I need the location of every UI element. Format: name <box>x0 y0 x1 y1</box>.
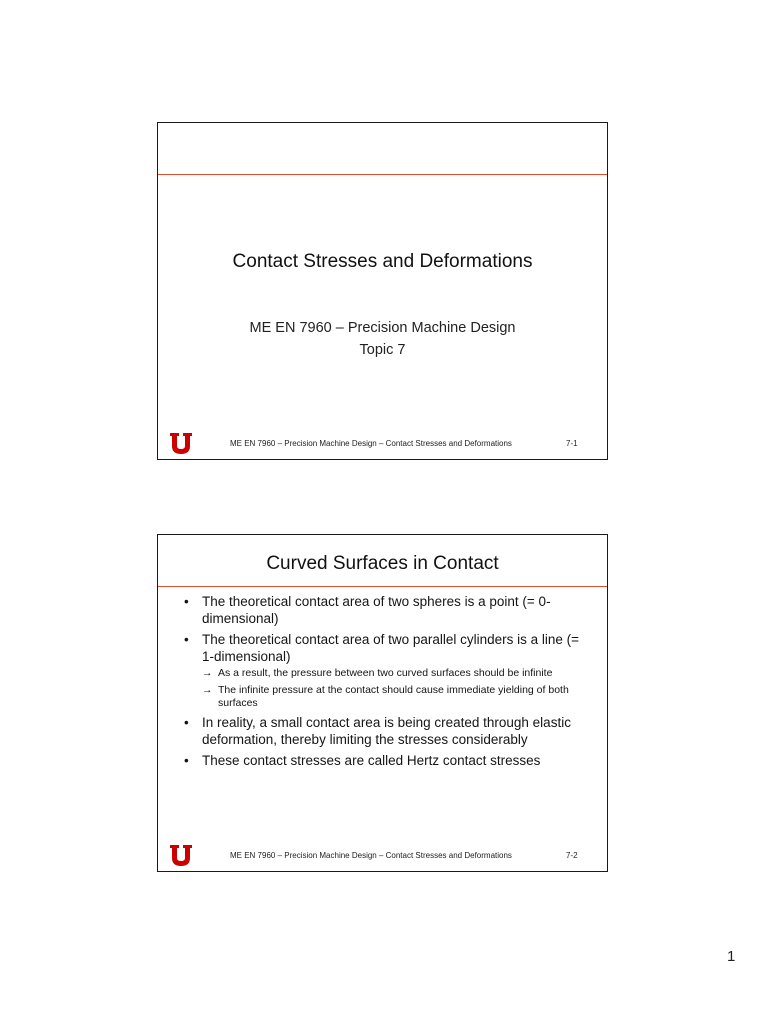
bullet-item <box>184 714 584 748</box>
page-number: 1 <box>727 948 736 965</box>
bullet-item <box>184 593 584 627</box>
bullet-text: The theoretical contact area of two parallel cylinders is a line (= 1-dimensional) <box>202 632 580 664</box>
university-of-utah-u-logo-icon <box>169 843 193 867</box>
slide-subtitle <box>158 317 607 361</box>
footer-text: ME EN 7960 – Precision Machine Design – Contact Stresses and Deformations <box>230 851 512 860</box>
slide-header-rule <box>158 586 607 587</box>
bullet-dot: • <box>184 715 189 730</box>
slide-number: 7-1 <box>566 439 578 448</box>
footer-text: ME EN 7960 – Precision Machine Design – Contact Stresses and Deformations <box>230 439 512 448</box>
bullet-text: In reality, a small contact area is being created through elastic deformation, thereby limiting the stresses considerably <box>202 715 571 747</box>
bullet-item <box>184 631 584 710</box>
arrow-icon: → <box>202 667 213 679</box>
course-line: ME EN 7960 – Precision Machine Design <box>249 320 516 336</box>
slide-title: Contact Stresses and Deformations <box>232 251 533 272</box>
sub-bullet-item <box>202 684 584 710</box>
sub-bullet-list <box>202 667 584 710</box>
slide-footer <box>158 837 607 871</box>
topic-line: Topic 7 <box>359 342 406 358</box>
slide-number: 7-2 <box>566 851 578 860</box>
bullet-dot: • <box>184 753 189 768</box>
bullet-dot: • <box>184 594 189 609</box>
slide-2 <box>157 534 608 872</box>
slide-header-rule <box>158 174 607 175</box>
bullet-list <box>184 593 584 773</box>
slide-footer <box>158 425 607 459</box>
sub-bullet-item <box>202 667 584 680</box>
university-of-utah-u-logo-icon <box>169 431 193 455</box>
arrow-icon: → <box>202 684 213 696</box>
sub-bullet-text: As a result, the pressure between two curved surfaces should be infinite <box>218 667 553 679</box>
bullet-text: These contact stresses are called Hertz contact stresses <box>202 753 541 768</box>
bullet-text: The theoretical contact area of two spheres is a point (= 0-dimensional) <box>202 594 551 626</box>
bullet-dot: • <box>184 632 189 647</box>
bullet-item <box>184 752 584 769</box>
sub-bullet-text: The infinite pressure at the contact should cause immediate yielding of both surfaces <box>218 684 569 709</box>
slide-title: Curved Surfaces in Contact <box>266 553 499 574</box>
slide-1 <box>157 122 608 460</box>
